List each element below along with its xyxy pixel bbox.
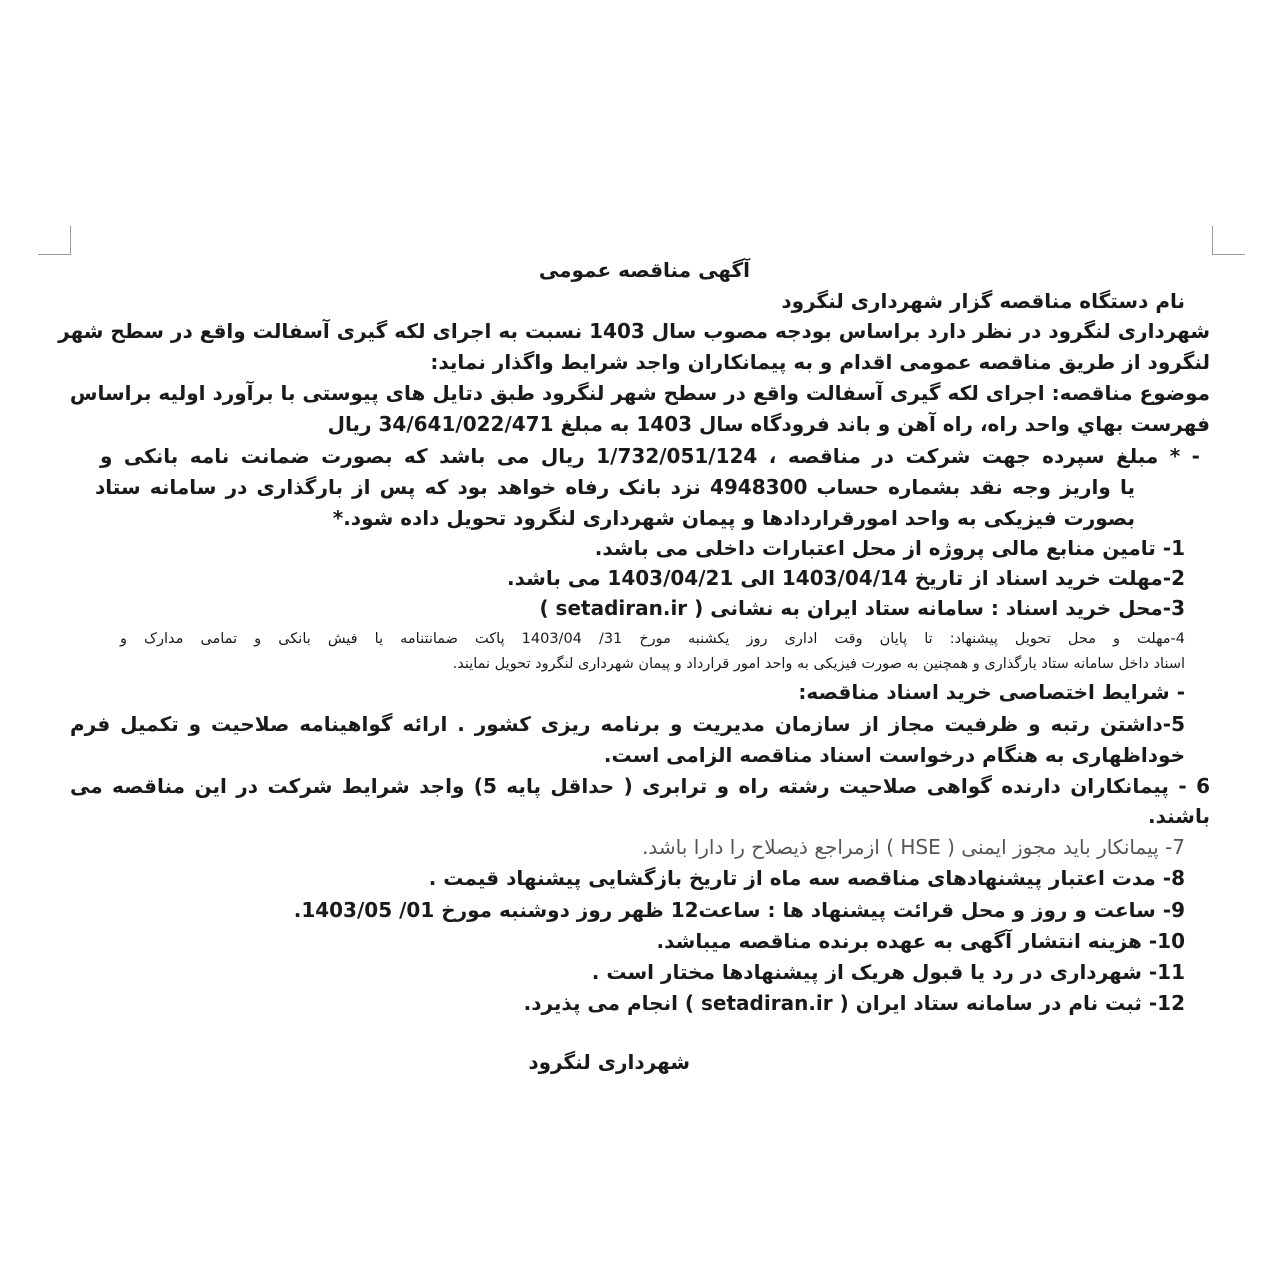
- subject-line-1: موضوع مناقصه: اجرای لکه گیری آسفالت واقع در سطح شهر لنگرود طبق دتایل های پیوستی با برآورد اولیه براساس: [69, 381, 1210, 405]
- item-10: 10- هزینه انتشار آگهی به عهده برنده مناقصه میباشد.: [656, 929, 1185, 953]
- subject-line-2: فهرست بهاي واحد راه، راه آهن و باند فرودگاه سال 1403 به مبلغ 34/641/022/471 ریال: [327, 412, 1210, 436]
- deposit-line-1: - * مبلغ سپرده جهت شرکت در مناقصه ، 1/732/051/124 ریال می باشد که بصورت ضمانت نامه بانکی و: [100, 444, 1200, 468]
- item-1: 1- تامین منابع مالی پروژه از محل اعتبارات داخلی می باشد.: [594, 536, 1185, 560]
- item-6-line-2: باشند.: [1147, 804, 1210, 828]
- organizer-line: نام دستگاه مناقصه گزار شهرداری لنگرود: [781, 289, 1185, 313]
- item-7: 7- پیمانکار باید مجوز ایمنی ( HSE ) ازمراجع ذیصلاح را دارا باشد.: [642, 835, 1185, 859]
- item-4-line-2: اسناد داخل سامانه ستاد بارگذاری و همچنین به صورت فیزیکی به واحد امور قرارداد و پیمان شهرداری لنگرود تحویل نمایند.: [452, 656, 1185, 672]
- deposit-line-2: یا واریز وجه نقد بشماره حساب 4948300 نزد بانک رفاه خواهد بود که پس از بارگذاری در سامانه ستاد: [95, 475, 1135, 499]
- item-12: 12- ثبت نام در سامانه ستاد ایران ( setadiran.ir ) انجام می پذیرد.: [523, 991, 1185, 1015]
- deposit-line-3: بصورت فیزیکی به واحد امورقراردادها و پیمان شهرداری لنگرود تحویل داده شود.*: [332, 506, 1135, 530]
- item-5-line-2: خوداظهاری به هنگام درخواست اسناد مناقصه الزامی است.: [603, 743, 1185, 767]
- item-4-line-1: 4-مهلت و محل تحویل پیشنهاد: تا پایان وقت اداری روز یکشنبه مورخ 31/ 1403/04 پاکت ضمانتنامه یا فیش بانکی و تمامی مدارک و: [120, 631, 1185, 647]
- item-3: 3-محل خرید اسناد : سامانه ستاد ایران به نشانی ( setadiran.ir ): [539, 596, 1185, 620]
- intro-line-2: لنگرود از طریق مناقصه عمومی اقدام و به پیمانکاران واجد شرایط واگذار نماید:: [430, 350, 1210, 374]
- item-11: 11- شهرداری در رد یا قبول هریک از پیشنهادها مختار است .: [591, 960, 1185, 984]
- item-2: 2-مهلت خرید اسناد از تاریخ 1403/04/14 الی 1403/04/21 می باشد.: [507, 566, 1185, 590]
- intro-line-1: شهرداری لنگرود در نظر دارد براساس بودجه مصوب سال 1403 نسبت به اجرای لکه گیری آسفالت واقع در سطح شهر: [58, 319, 1210, 343]
- special-conditions-heading: - شرایط اختصاصی خرید اسناد مناقصه:: [798, 680, 1185, 704]
- item-5-line-1: 5-داشتن رتبه و ظرفیت مجاز از سازمان مدیریت و برنامه ریزی کشور . ارائه گواهینامه صلاحیت و تکمیل فرم: [70, 712, 1185, 736]
- notice-title: آگهی مناقصه عمومی: [538, 258, 750, 282]
- item-9: 9- ساعت و روز و محل قرائت پیشنهاد ها : ساعت12 ظهر روز دوشنبه مورخ 01/ 1403/05.: [293, 898, 1185, 922]
- item-6-line-1: 6 - پیمانکاران دارنده گواهی صلاحیت رشته راه و ترابری ( حداقل پایه 5) واجد شرایط شرکت در این مناقصه می: [70, 774, 1210, 798]
- item-8: 8- مدت اعتبار پیشنهادهای مناقصه سه ماه از تاریخ بازگشایی پیشنهاد قیمت .: [428, 866, 1185, 890]
- signature: شهرداری لنگرود: [528, 1050, 690, 1074]
- page-corner-mark-right: [1212, 226, 1245, 255]
- page-corner-mark-left: [38, 226, 71, 255]
